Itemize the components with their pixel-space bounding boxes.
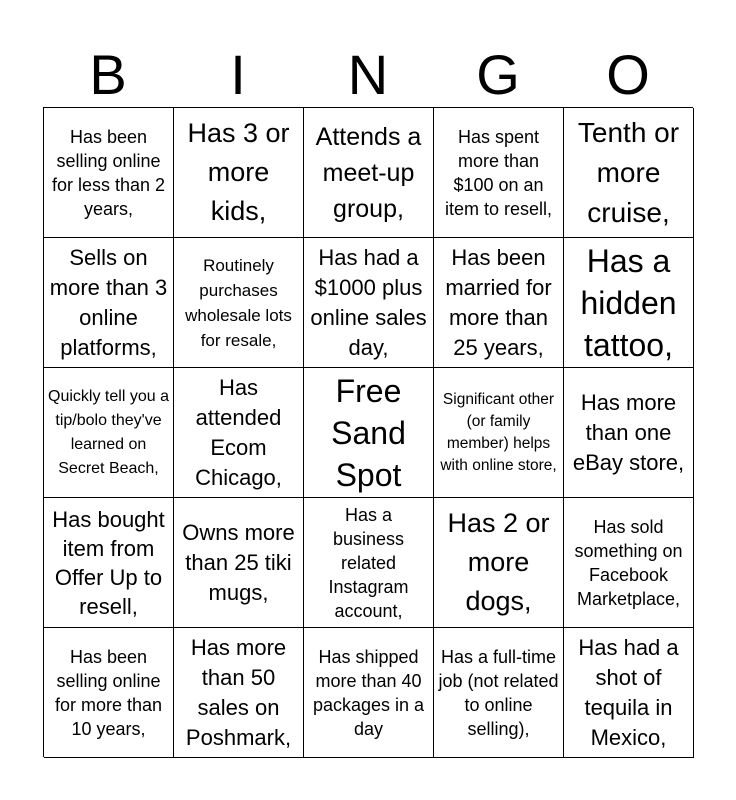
bingo-cell-r5-c1[interactable]: [44, 628, 174, 758]
cell-text: Has a full-time job (not related to online selling),: [438, 646, 559, 739]
bingo-cell-r1-c4[interactable]: [434, 108, 564, 238]
bingo-cell-r1-c2[interactable]: [174, 108, 304, 238]
cell-text: Has a business related Instagram account,: [328, 504, 409, 621]
bingo-cell-r2-c3[interactable]: [304, 238, 434, 368]
bingo-cell-r5-c5[interactable]: [564, 628, 694, 758]
bingo-cell-r4-c5[interactable]: [564, 498, 694, 628]
bingo-cell-r4-c3[interactable]: [304, 498, 434, 628]
header-letter-i: I: [230, 43, 246, 106]
cell-text: Has been married for more than 25 years,: [445, 244, 552, 360]
header-letter-o: O: [606, 43, 650, 106]
bingo-cell-r5-c2[interactable]: [174, 628, 304, 758]
cell-text: Sells on more than 3 online platforms,: [49, 244, 168, 360]
cell-text: Has been selling online for less than 2 years,: [51, 126, 166, 219]
cell-text: Has spent more than $100 on an item to resell,: [444, 126, 553, 219]
bingo-header: [43, 44, 693, 106]
bingo-cell-r1-c3[interactable]: [304, 108, 434, 238]
bingo-cell-r5-c3[interactable]: [304, 628, 434, 758]
header-letter-b: B: [89, 43, 127, 106]
bingo-cell-r1-c5[interactable]: [564, 108, 694, 238]
cell-text: Has 2 or more dogs,: [447, 508, 550, 616]
bingo-cell-r2-c2[interactable]: [174, 238, 304, 368]
cell-text: Has more than one eBay store,: [572, 389, 685, 475]
cell-text: Quickly tell you a tip/bolo they've learned on Secret Beach,: [48, 387, 169, 477]
cell-text: Has attended Ecom Chicago,: [195, 374, 282, 490]
cell-text: Has had a $1000 plus online sales day,: [310, 244, 427, 360]
free-space-text: Free Sand Spot: [331, 372, 406, 493]
header-letter-g: G: [476, 43, 520, 106]
bingo-cell-r2-c1[interactable]: [44, 238, 174, 368]
bingo-cell-r3-c4[interactable]: [434, 368, 564, 498]
cell-text: Has shipped more than 40 packages in a day: [312, 646, 425, 739]
cell-text: Has a hidden tattoo,: [580, 242, 677, 363]
bingo-cell-r4-c4[interactable]: [434, 498, 564, 628]
bingo-cell-r2-c4[interactable]: [434, 238, 564, 368]
cell-text: Attends a meet-up group,: [315, 122, 422, 223]
bingo-grid: [43, 107, 693, 757]
cell-text: Has 3 or more kids,: [187, 118, 290, 226]
cell-text: Owns more than 25 tiki mugs,: [182, 519, 295, 605]
cell-text: Has bought item from Offer Up to resell,: [52, 506, 165, 619]
bingo-cell-r3-c2[interactable]: [174, 368, 304, 498]
bingo-cell-free[interactable]: [304, 368, 434, 498]
cell-text: Has sold something on Facebook Marketplace,: [574, 516, 683, 609]
header-letter-n: N: [347, 43, 389, 106]
cell-text: Significant other (or family member) helps with online store,: [440, 390, 557, 474]
cell-text: Tenth or more cruise,: [577, 116, 680, 228]
bingo-cell-r4-c1[interactable]: [44, 498, 174, 628]
bingo-cell-r3-c5[interactable]: [564, 368, 694, 498]
cell-text: Has had a shot of tequila in Mexico,: [578, 634, 679, 750]
bingo-cell-r2-c5[interactable]: [564, 238, 694, 368]
bingo-cell-r1-c1[interactable]: [44, 108, 174, 238]
bingo-cell-r5-c4[interactable]: [434, 628, 564, 758]
bingo-cell-r4-c2[interactable]: [174, 498, 304, 628]
cell-text: Has been selling online for more than 10 years,: [54, 646, 163, 739]
bingo-cell-r3-c1[interactable]: [44, 368, 174, 498]
cell-text: Has more than 50 sales on Poshmark,: [185, 634, 292, 750]
cell-text: Routinely purchases wholesale lots for resale,: [185, 255, 292, 350]
